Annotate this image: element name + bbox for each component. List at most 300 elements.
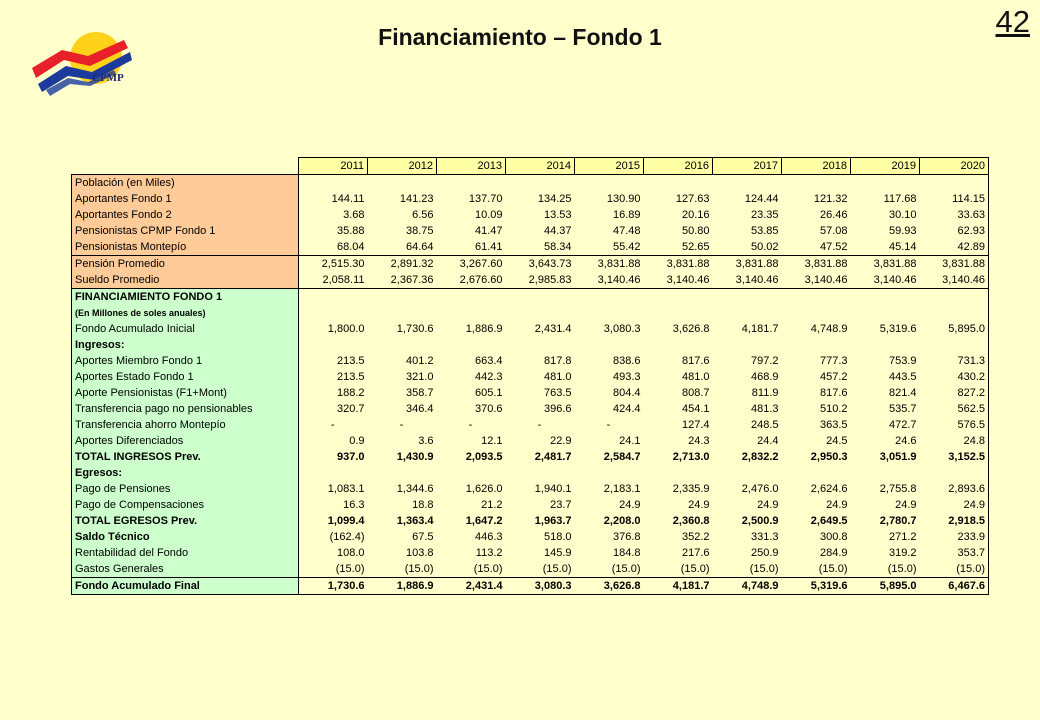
value-cell: 233.9: [920, 529, 989, 545]
value-cell: [575, 305, 644, 321]
value-cell: 3,267.60: [437, 256, 506, 273]
value-cell: 24.6: [851, 433, 920, 449]
value-cell: 10.09: [437, 207, 506, 223]
value-cell: 300.8: [782, 529, 851, 545]
value-cell: 20.16: [644, 207, 713, 223]
value-cell: [368, 175, 437, 192]
value-cell: 24.9: [713, 497, 782, 513]
value-cell: 18.8: [368, 497, 437, 513]
value-cell: 59.93: [851, 223, 920, 239]
value-cell: 13.53: [506, 207, 575, 223]
value-cell: 38.75: [368, 223, 437, 239]
row-label: Pago de Compensaciones: [72, 497, 299, 513]
value-cell: 1,730.6: [299, 578, 368, 595]
value-cell: [713, 305, 782, 321]
row-label: FINANCIAMIENTO FONDO 1: [72, 289, 299, 306]
value-cell: 2,515.30: [299, 256, 368, 273]
year-header-cell: 2017: [713, 158, 782, 175]
value-cell: 731.3: [920, 353, 989, 369]
value-cell: [851, 305, 920, 321]
row-label: Aporte Pensionistas (F1+Mont): [72, 385, 299, 401]
value-cell: 535.7: [851, 401, 920, 417]
value-cell: 213.5: [299, 353, 368, 369]
value-cell: [437, 289, 506, 306]
value-cell: [782, 289, 851, 306]
value-cell: 3,643.73: [506, 256, 575, 273]
value-cell: [644, 337, 713, 353]
value-cell: 2,893.6: [920, 481, 989, 497]
value-cell: 24.9: [644, 497, 713, 513]
value-cell: 1,099.4: [299, 513, 368, 529]
year-header-cell: 2015: [575, 158, 644, 175]
value-cell: [506, 305, 575, 321]
value-cell: 41.47: [437, 223, 506, 239]
value-cell: 24.4: [713, 433, 782, 449]
value-cell: 2,624.6: [782, 481, 851, 497]
value-cell: 363.5: [782, 417, 851, 433]
value-cell: 248.5: [713, 417, 782, 433]
value-cell: 4,181.7: [713, 321, 782, 337]
value-cell: 121.32: [782, 191, 851, 207]
value-cell: 145.9: [506, 545, 575, 561]
value-cell: 2,360.8: [644, 513, 713, 529]
value-cell: 481.3: [713, 401, 782, 417]
value-cell: 2,985.83: [506, 272, 575, 289]
value-cell: 2,584.7: [575, 449, 644, 465]
value-cell: (15.0): [437, 561, 506, 578]
value-cell: 16.3: [299, 497, 368, 513]
value-cell: -: [506, 417, 575, 433]
value-cell: 22.9: [506, 433, 575, 449]
value-cell: 3,140.46: [575, 272, 644, 289]
value-cell: 370.6: [437, 401, 506, 417]
value-cell: 777.3: [782, 353, 851, 369]
value-cell: 320.7: [299, 401, 368, 417]
row-label: Transferencia pago no pensionables: [72, 401, 299, 417]
value-cell: [437, 465, 506, 481]
value-cell: [437, 305, 506, 321]
value-cell: [644, 465, 713, 481]
value-cell: 5,319.6: [851, 321, 920, 337]
table-row: [72, 545, 989, 561]
value-cell: [920, 337, 989, 353]
value-cell: [782, 465, 851, 481]
value-cell: 47.52: [782, 239, 851, 256]
value-cell: 124.44: [713, 191, 782, 207]
value-cell: 817.6: [644, 353, 713, 369]
value-cell: 5,319.6: [782, 578, 851, 595]
value-cell: 217.6: [644, 545, 713, 561]
value-cell: 2,755.8: [851, 481, 920, 497]
value-cell: [299, 305, 368, 321]
value-cell: 518.0: [506, 529, 575, 545]
value-cell: 2,481.7: [506, 449, 575, 465]
value-cell: [851, 465, 920, 481]
value-cell: 443.5: [851, 369, 920, 385]
value-cell: 937.0: [299, 449, 368, 465]
value-cell: 271.2: [851, 529, 920, 545]
page-number: 42: [995, 4, 1030, 39]
value-cell: 12.1: [437, 433, 506, 449]
value-cell: (15.0): [575, 561, 644, 578]
table-row: [72, 239, 989, 256]
value-cell: 33.63: [920, 207, 989, 223]
value-cell: [713, 289, 782, 306]
value-cell: 250.9: [713, 545, 782, 561]
value-cell: 663.4: [437, 353, 506, 369]
value-cell: 24.3: [644, 433, 713, 449]
value-cell: 188.2: [299, 385, 368, 401]
value-cell: 3,831.88: [920, 256, 989, 273]
value-cell: [299, 175, 368, 192]
value-cell: [368, 465, 437, 481]
value-cell: (15.0): [644, 561, 713, 578]
value-cell: 24.5: [782, 433, 851, 449]
value-cell: 114.15: [920, 191, 989, 207]
table-row: [72, 561, 989, 578]
value-cell: 2,891.32: [368, 256, 437, 273]
value-cell: 6,467.6: [920, 578, 989, 595]
value-cell: 6.56: [368, 207, 437, 223]
value-cell: 1,940.1: [506, 481, 575, 497]
value-cell: [644, 175, 713, 192]
value-cell: 468.9: [713, 369, 782, 385]
value-cell: 804.4: [575, 385, 644, 401]
table-row: [72, 256, 989, 273]
value-cell: [782, 337, 851, 353]
value-cell: 331.3: [713, 529, 782, 545]
value-cell: 44.37: [506, 223, 575, 239]
value-cell: 457.2: [782, 369, 851, 385]
value-cell: 353.7: [920, 545, 989, 561]
value-cell: [506, 337, 575, 353]
value-cell: (15.0): [782, 561, 851, 578]
year-header-cell: 2018: [782, 158, 851, 175]
value-cell: (15.0): [713, 561, 782, 578]
financing-table: [71, 157, 989, 595]
value-cell: 137.70: [437, 191, 506, 207]
logo-text: CPMP: [92, 72, 124, 84]
table-row: [72, 529, 989, 545]
value-cell: 817.6: [782, 385, 851, 401]
table-row: [72, 272, 989, 289]
value-cell: [713, 175, 782, 192]
value-cell: 117.68: [851, 191, 920, 207]
table-row: [72, 465, 989, 481]
value-cell: 817.8: [506, 353, 575, 369]
value-cell: 797.2: [713, 353, 782, 369]
value-cell: [437, 175, 506, 192]
value-cell: 2,476.0: [713, 481, 782, 497]
value-cell: 3.6: [368, 433, 437, 449]
value-cell: 45.14: [851, 239, 920, 256]
table-row: [72, 449, 989, 465]
value-cell: (162.4): [299, 529, 368, 545]
value-cell: 0.9: [299, 433, 368, 449]
value-cell: [506, 175, 575, 192]
row-label: Población (en Miles): [72, 175, 299, 192]
row-label: Saldo Técnico: [72, 529, 299, 545]
value-cell: (15.0): [368, 561, 437, 578]
value-cell: 5,895.0: [851, 578, 920, 595]
row-label: Aportes Diferenciados: [72, 433, 299, 449]
row-label: Egresos:: [72, 465, 299, 481]
value-cell: 2,676.60: [437, 272, 506, 289]
value-cell: 184.8: [575, 545, 644, 561]
row-label: Pensionistas Montepío: [72, 239, 299, 256]
value-cell: 134.25: [506, 191, 575, 207]
value-cell: 103.8: [368, 545, 437, 561]
value-cell: 3,080.3: [506, 578, 575, 595]
value-cell: [506, 465, 575, 481]
value-cell: 61.41: [437, 239, 506, 256]
value-cell: 62.93: [920, 223, 989, 239]
value-cell: 3,140.46: [851, 272, 920, 289]
row-label: (En Millones de soles anuales): [72, 305, 299, 321]
value-cell: 127.4: [644, 417, 713, 433]
value-cell: 1,886.9: [437, 321, 506, 337]
value-cell: 53.85: [713, 223, 782, 239]
table-row: [72, 578, 989, 595]
value-cell: [299, 337, 368, 353]
value-cell: 113.2: [437, 545, 506, 561]
value-cell: 1,963.7: [506, 513, 575, 529]
value-cell: 67.5: [368, 529, 437, 545]
row-label: TOTAL INGRESOS Prev.: [72, 449, 299, 465]
value-cell: 3,626.8: [575, 578, 644, 595]
value-cell: 4,748.9: [713, 578, 782, 595]
value-cell: (15.0): [506, 561, 575, 578]
value-cell: 562.5: [920, 401, 989, 417]
value-cell: 2,918.5: [920, 513, 989, 529]
value-cell: (15.0): [851, 561, 920, 578]
value-cell: [437, 337, 506, 353]
year-header-cell: 2012: [368, 158, 437, 175]
value-cell: 1,647.2: [437, 513, 506, 529]
value-cell: [575, 337, 644, 353]
value-cell: 481.0: [506, 369, 575, 385]
value-cell: 2,832.2: [713, 449, 782, 465]
value-cell: 2,335.9: [644, 481, 713, 497]
value-cell: (15.0): [299, 561, 368, 578]
value-cell: [644, 305, 713, 321]
year-header-cell: 2020: [920, 158, 989, 175]
row-label: Transferencia ahorro Montepío: [72, 417, 299, 433]
table-row: [72, 497, 989, 513]
value-cell: 144.11: [299, 191, 368, 207]
value-cell: 3,831.88: [713, 256, 782, 273]
table-row: [72, 385, 989, 401]
table-row: [72, 401, 989, 417]
value-cell: 454.1: [644, 401, 713, 417]
row-label: TOTAL EGRESOS Prev.: [72, 513, 299, 529]
value-cell: 827.2: [920, 385, 989, 401]
value-cell: [920, 289, 989, 306]
value-cell: [851, 289, 920, 306]
value-cell: 47.48: [575, 223, 644, 239]
row-label: Pensión Promedio: [72, 256, 299, 273]
value-cell: 1,083.1: [299, 481, 368, 497]
value-cell: 430.2: [920, 369, 989, 385]
table-row: [72, 337, 989, 353]
value-cell: [575, 465, 644, 481]
table-row: [72, 223, 989, 239]
value-cell: 2,431.4: [437, 578, 506, 595]
value-cell: 68.04: [299, 239, 368, 256]
value-cell: 3,152.5: [920, 449, 989, 465]
table-row: [72, 513, 989, 529]
value-cell: 396.6: [506, 401, 575, 417]
value-cell: 21.2: [437, 497, 506, 513]
value-cell: 57.08: [782, 223, 851, 239]
value-cell: 1,363.4: [368, 513, 437, 529]
row-label: Fondo Acumulado Final: [72, 578, 299, 595]
value-cell: 42.89: [920, 239, 989, 256]
value-cell: [713, 465, 782, 481]
value-cell: [299, 289, 368, 306]
value-cell: 319.2: [851, 545, 920, 561]
value-cell: [506, 289, 575, 306]
value-cell: 3,626.8: [644, 321, 713, 337]
value-cell: 30.10: [851, 207, 920, 223]
table-row: [72, 207, 989, 223]
row-label: Gastos Generales: [72, 561, 299, 578]
value-cell: 2,208.0: [575, 513, 644, 529]
value-cell: 50.02: [713, 239, 782, 256]
row-label: Rentabilidad del Fondo: [72, 545, 299, 561]
value-cell: 4,748.9: [782, 321, 851, 337]
value-cell: 493.3: [575, 369, 644, 385]
value-cell: 472.7: [851, 417, 920, 433]
value-cell: 753.9: [851, 353, 920, 369]
value-cell: 2,367.36: [368, 272, 437, 289]
value-cell: [575, 289, 644, 306]
value-cell: 213.5: [299, 369, 368, 385]
value-cell: 2,093.5: [437, 449, 506, 465]
value-cell: 130.90: [575, 191, 644, 207]
value-cell: 442.3: [437, 369, 506, 385]
table-row: [72, 175, 989, 192]
value-cell: 510.2: [782, 401, 851, 417]
value-cell: 3,140.46: [920, 272, 989, 289]
value-cell: 446.3: [437, 529, 506, 545]
value-cell: [920, 175, 989, 192]
value-cell: [644, 289, 713, 306]
value-cell: [782, 175, 851, 192]
year-header-cell: 2019: [851, 158, 920, 175]
financing-table-body: [72, 158, 989, 595]
value-cell: 1,626.0: [437, 481, 506, 497]
value-cell: 3,140.46: [782, 272, 851, 289]
value-cell: 821.4: [851, 385, 920, 401]
value-cell: 401.2: [368, 353, 437, 369]
value-cell: 26.46: [782, 207, 851, 223]
value-cell: 23.7: [506, 497, 575, 513]
table-row: [72, 321, 989, 337]
year-header-cell: 2014: [506, 158, 575, 175]
value-cell: [713, 337, 782, 353]
value-cell: 2,058.11: [299, 272, 368, 289]
year-header-cell: 2016: [644, 158, 713, 175]
value-cell: 1,886.9: [368, 578, 437, 595]
table-row: [72, 305, 989, 321]
value-cell: -: [299, 417, 368, 433]
value-cell: 576.5: [920, 417, 989, 433]
value-cell: -: [368, 417, 437, 433]
value-cell: 838.6: [575, 353, 644, 369]
page-title: Financiamiento – Fondo 1: [378, 24, 662, 50]
value-cell: 2,649.5: [782, 513, 851, 529]
value-cell: 24.9: [575, 497, 644, 513]
value-cell: 2,431.4: [506, 321, 575, 337]
value-cell: 3,831.88: [644, 256, 713, 273]
row-label: Aportes Estado Fondo 1: [72, 369, 299, 385]
value-cell: 605.1: [437, 385, 506, 401]
value-cell: 424.4: [575, 401, 644, 417]
value-cell: 108.0: [299, 545, 368, 561]
value-cell: 284.9: [782, 545, 851, 561]
value-cell: 16.89: [575, 207, 644, 223]
value-cell: 24.9: [782, 497, 851, 513]
value-cell: 352.2: [644, 529, 713, 545]
value-cell: 3,051.9: [851, 449, 920, 465]
value-cell: 3,080.3: [575, 321, 644, 337]
value-cell: [782, 305, 851, 321]
value-cell: 763.5: [506, 385, 575, 401]
year-header-cell: 2013: [437, 158, 506, 175]
value-cell: 1,344.6: [368, 481, 437, 497]
value-cell: 4,181.7: [644, 578, 713, 595]
value-cell: 3,140.46: [644, 272, 713, 289]
row-label: Pensionistas CPMP Fondo 1: [72, 223, 299, 239]
value-cell: 1,430.9: [368, 449, 437, 465]
value-cell: -: [437, 417, 506, 433]
table-row: [72, 481, 989, 497]
value-cell: 1,730.6: [368, 321, 437, 337]
value-cell: 23.35: [713, 207, 782, 223]
value-cell: [920, 465, 989, 481]
value-cell: 2,500.9: [713, 513, 782, 529]
year-header-row: [72, 158, 989, 175]
value-cell: 52.65: [644, 239, 713, 256]
value-cell: [368, 289, 437, 306]
value-cell: -: [575, 417, 644, 433]
table-row: [72, 191, 989, 207]
row-label: Ingresos:: [72, 337, 299, 353]
value-cell: [368, 337, 437, 353]
value-cell: 50.80: [644, 223, 713, 239]
value-cell: 3,140.46: [713, 272, 782, 289]
value-cell: 2,713.0: [644, 449, 713, 465]
value-cell: 3,831.88: [575, 256, 644, 273]
table-row: [72, 353, 989, 369]
value-cell: 55.42: [575, 239, 644, 256]
table-row: [72, 433, 989, 449]
value-cell: (15.0): [920, 561, 989, 578]
table-row: [72, 369, 989, 385]
value-cell: 811.9: [713, 385, 782, 401]
value-cell: 5,895.0: [920, 321, 989, 337]
row-label: Fondo Acumulado Inicial: [72, 321, 299, 337]
table-row: [72, 417, 989, 433]
value-cell: 35.88: [299, 223, 368, 239]
value-cell: 2,183.1: [575, 481, 644, 497]
value-cell: 3,831.88: [851, 256, 920, 273]
row-label: Aportantes Fondo 1: [72, 191, 299, 207]
value-cell: [575, 175, 644, 192]
value-cell: 346.4: [368, 401, 437, 417]
value-cell: 808.7: [644, 385, 713, 401]
